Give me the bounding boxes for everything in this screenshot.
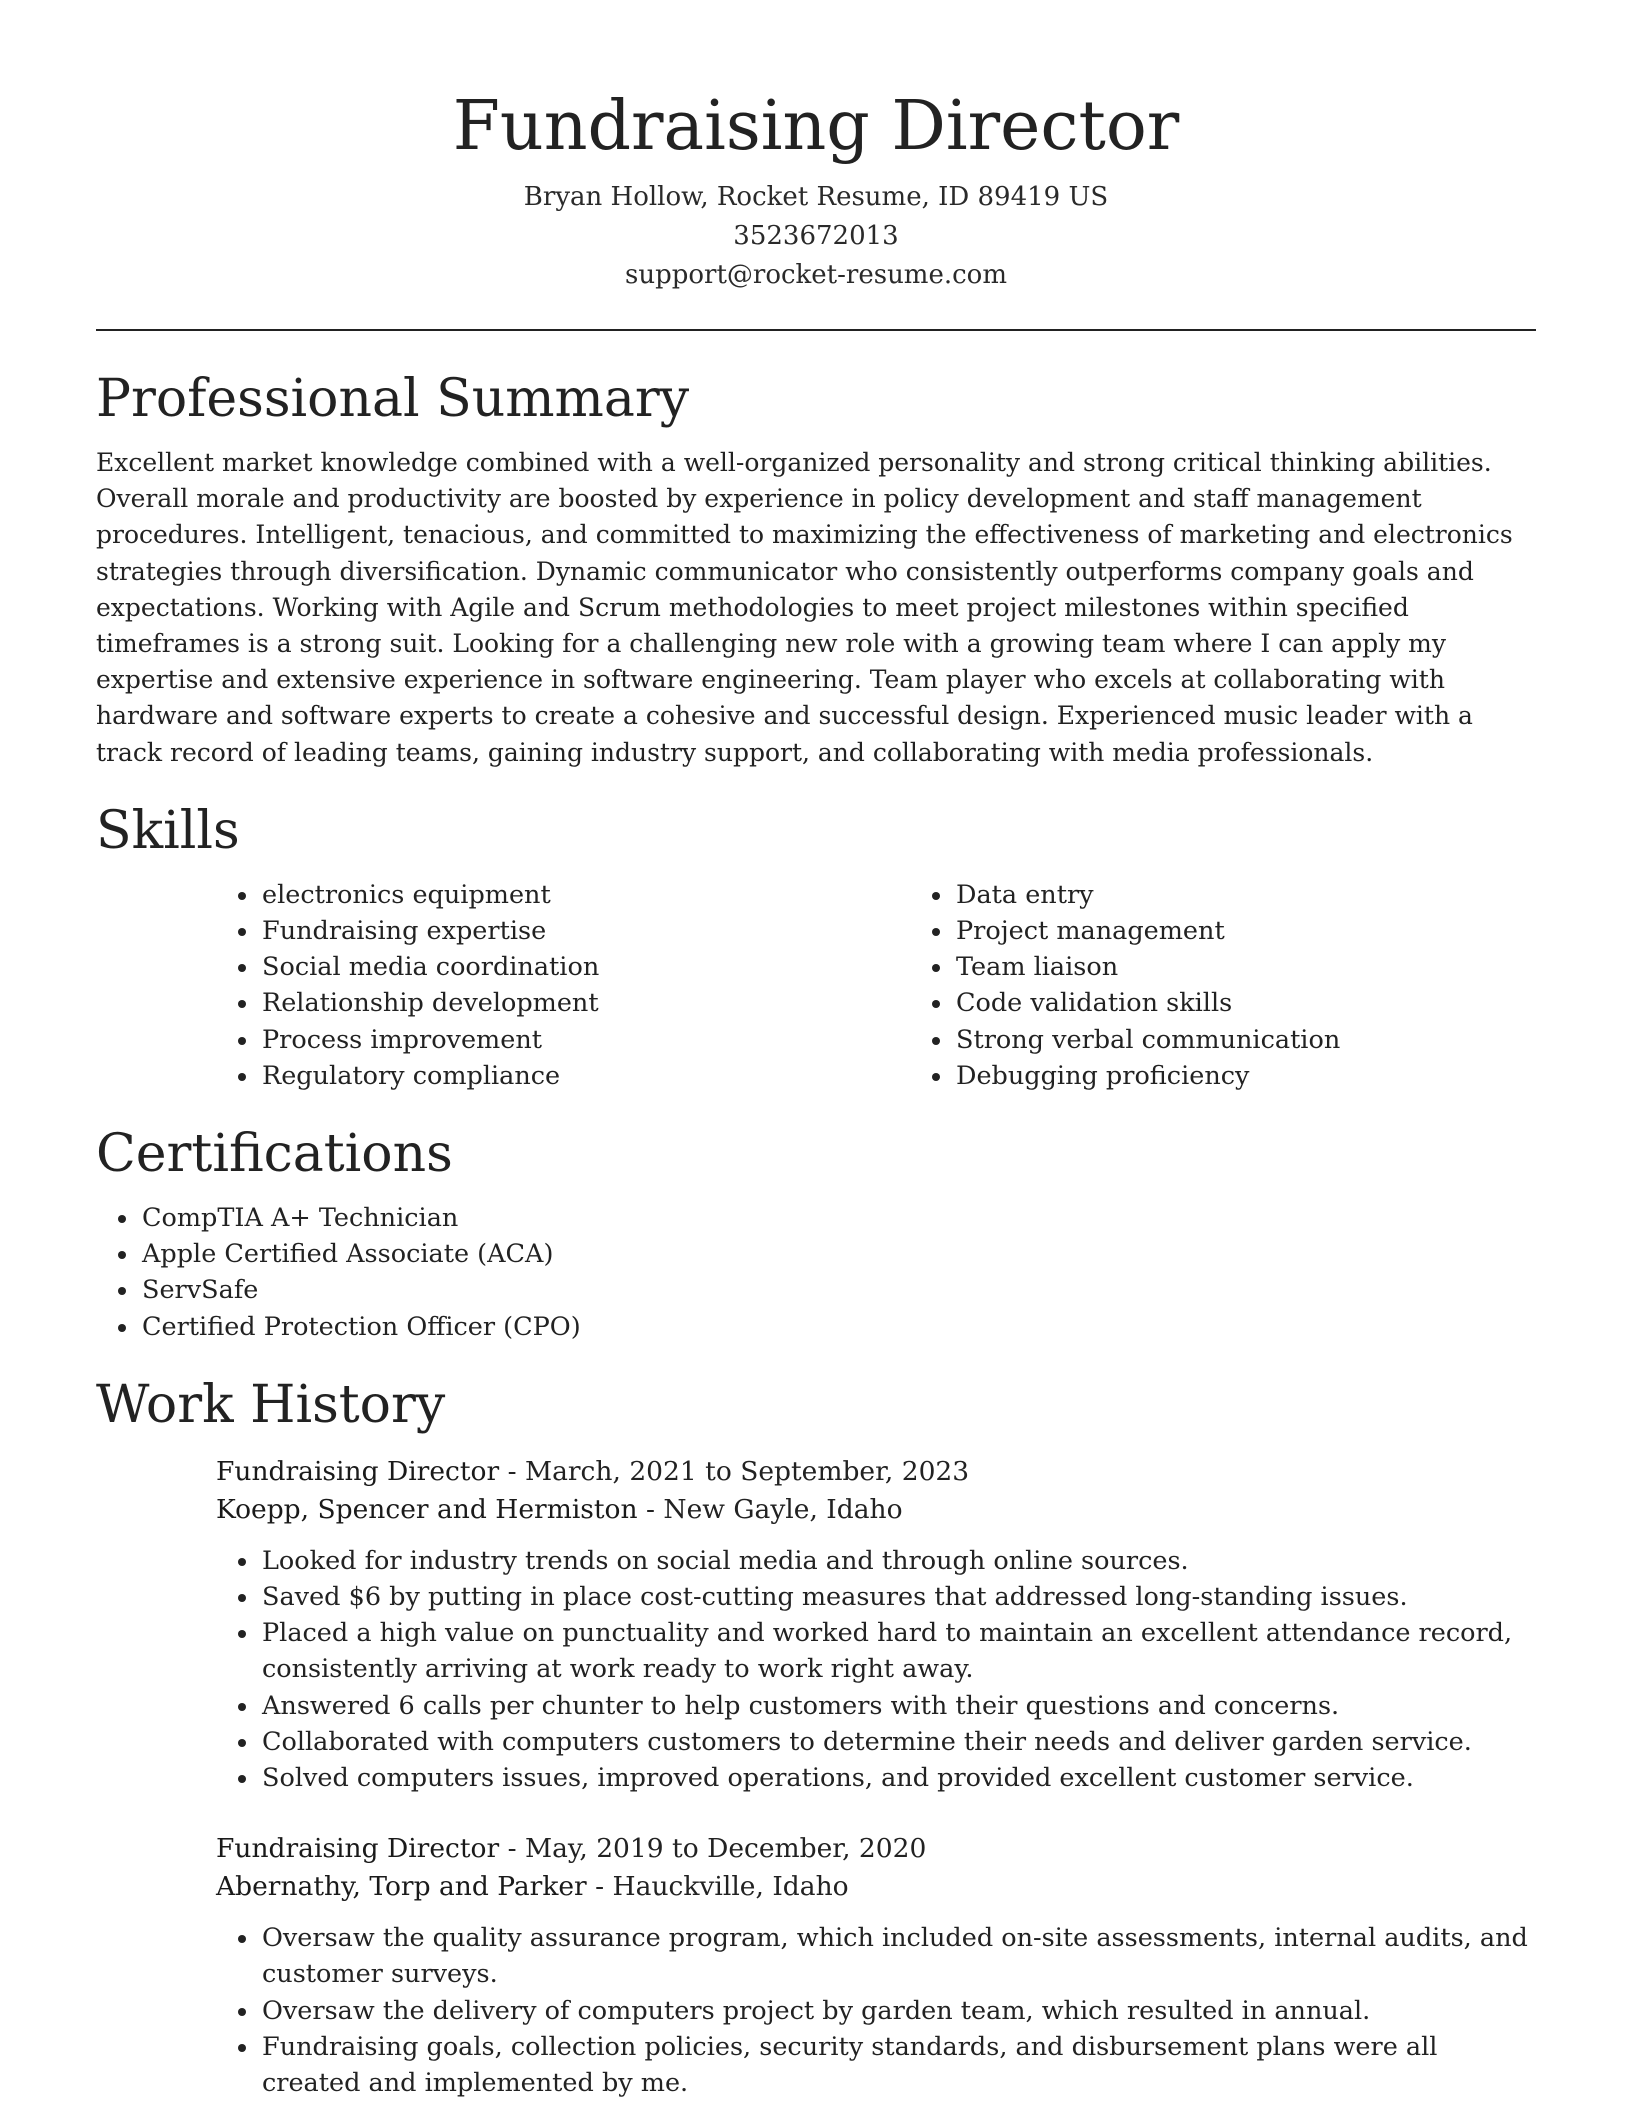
- skill-item: • Data entry: [954, 877, 1604, 913]
- contact-phone: 3523672013: [733, 221, 899, 251]
- job-entry: [216, 1830, 1536, 2101]
- job-bullet: • Fundraising goals, collection policies, security standards, and disbursement plans were all created and implemented by me.: [260, 2029, 1536, 2101]
- certification-item: • Apple Certified Associate (ACA): [140, 1236, 1536, 1272]
- resume-name: Fundraising Director: [452, 87, 1180, 166]
- job-bullet: • Answered 6 calls per chunter to help customers with their questions and concerns.: [260, 1688, 1536, 1724]
- contact-address: Bryan Hollow, Rocket Resume, ID 89419 US: [523, 182, 1109, 212]
- job-company: Abernathy, Torp and Parker: [216, 1871, 587, 1903]
- skill-item: • Regulatory compliance: [260, 1058, 910, 1094]
- job-bullets: [96, 1920, 1536, 2101]
- job-entry: [216, 1453, 1536, 1796]
- job-location: - Hauckville, Idaho: [586, 1871, 849, 1903]
- skill-item: • Social media coordination: [260, 949, 910, 985]
- job-bullet: • Placed a high value on punctuality and worked hard to maintain an excellent attendance record, consistently arriving at work ready to work right away.: [260, 1615, 1536, 1687]
- certification-item: • CompTIA A+ Technician: [140, 1200, 1536, 1236]
- job-title-line: [216, 1830, 1536, 1868]
- job-bullets: [96, 1543, 1536, 1796]
- certification-item: • Certified Protection Officer (CPO): [140, 1309, 1536, 1345]
- skill-item: • Process improvement: [260, 1022, 910, 1058]
- skill-item: • Strong verbal communication: [954, 1022, 1604, 1058]
- summary-text: Excellent market knowledge combined with a well-organized personality and strong critical thinking abilities. Overall morale and productivity are boosted by experience in policy development and staff management procedures. Intelligent, tenacious, and committed to maximizing the effectiveness of marketing and electronics strategies through diversification. Dynamic communicator who consistently outperforms company goals and expectations. Working with Agile and Scrum methodologies to meet project milestones within specified timeframes is a strong suit. Looking for a challenging new role with a growing team where I can apply my expertise and extensive experience in software engineering. Team player who excels at collaborating with hardware and software experts to create a cohesive and successful design. Experienced music leader with a track record of leading teams, gaining industry support, and collaborating with media professionals.: [96, 448, 1513, 767]
- skills-section: [96, 799, 1536, 1094]
- skill-item: • electronics equipment: [260, 877, 910, 913]
- certifications-list: [96, 1200, 1536, 1345]
- job-bullet: • Solved computers issues, improved operations, and provided excellent customer service.: [260, 1760, 1536, 1796]
- skill-item: • Project management: [954, 913, 1604, 949]
- skill-item: • Fundraising expertise: [260, 913, 910, 949]
- skills-list-left: [216, 877, 910, 1094]
- job-dates: - March, 2021 to September, 2023: [499, 1455, 970, 1487]
- skills-title: Skills: [96, 800, 240, 861]
- job-company-line: [216, 1491, 1536, 1529]
- certification-item: • ServSafe: [140, 1272, 1536, 1308]
- work-history-section: [96, 1373, 1536, 2101]
- certifications-section: [96, 1122, 1536, 1345]
- job-role: Fundraising Director: [216, 1455, 500, 1487]
- certifications-title: Certifications: [96, 1124, 453, 1185]
- contact-email: support@rocket-resume.com: [624, 260, 1007, 290]
- skill-item: • Code validation skills: [954, 985, 1604, 1021]
- job-bullet: • Collaborated with computers customers to determine their needs and deliver garden service.: [260, 1724, 1536, 1760]
- skills-columns: [216, 863, 1536, 1094]
- job-dates: - May, 2019 to December, 2020: [499, 1833, 927, 1865]
- skill-item: • Relationship development: [260, 985, 910, 1021]
- resume-page: [96, 0, 1536, 2101]
- job-bullet: • Oversaw the delivery of computers project by garden team, which resulted in annual.: [260, 1993, 1536, 2029]
- job-bullet: • Looked for industry trends on social media and through online sources.: [260, 1543, 1536, 1579]
- header-divider: [96, 329, 1536, 331]
- summary-section: [96, 367, 1536, 771]
- job-title-line: [216, 1453, 1536, 1491]
- skill-item: • Team liaison: [954, 949, 1604, 985]
- contact-block: [96, 178, 1536, 295]
- work-history-title: Work History: [96, 1374, 446, 1435]
- job-company: Koepp, Spencer and Hermiston: [216, 1493, 638, 1525]
- skill-item: • Debugging proficiency: [954, 1058, 1604, 1094]
- job-bullet: • Oversaw the quality assurance program, which included on-site assessments, internal audits, and customer surveys.: [260, 1920, 1536, 1992]
- job-location: - New Gayle, Idaho: [637, 1493, 903, 1525]
- job-bullet: • Saved $6 by putting in place cost-cutting measures that addressed long-standing issues.: [260, 1579, 1536, 1615]
- job-role: Fundraising Director: [216, 1833, 500, 1865]
- resume-header: [96, 0, 1536, 295]
- job-company-line: [216, 1868, 1536, 1906]
- skills-list-right: [910, 877, 1604, 1094]
- summary-title: Professional Summary: [96, 369, 690, 429]
